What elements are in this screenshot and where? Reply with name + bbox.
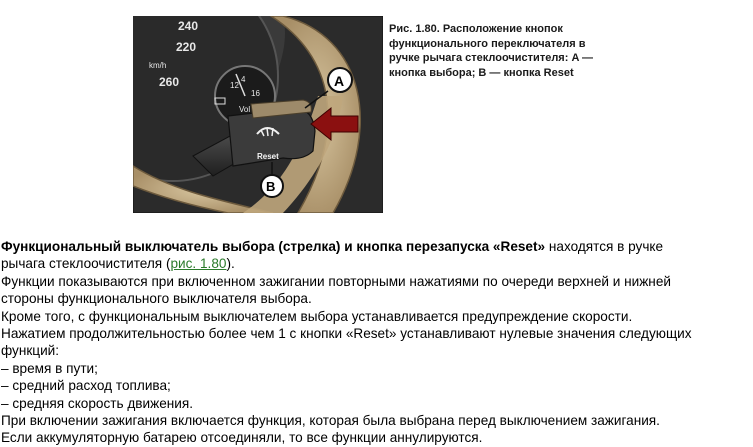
text-line: Кроме того, с функциональным выключателем выбора устанавливается предупреждение скорости. [1,308,633,324]
marker-a-label: A [334,73,345,89]
lead-rest-text: ). [226,256,235,272]
caption-line: функционального переключателя в [389,37,586,50]
gauge-label: 240 [178,19,199,33]
figure-steering-column-photo [133,16,383,213]
gauge-label: 220 [176,40,197,54]
caption-line: Рис. 1.80. Расположение кнопок [389,23,563,35]
list-item: – средняя скорость движения. [1,395,193,411]
text-line: стороны функционального выключателя выбора. [1,291,312,307]
lead-bold-text: Функциональный выключатель выбора (стрелка) и кнопка перезапуска «Reset» [1,239,546,254]
text-line: Функции показываются при включенном зажигании повторными нажатиями по очереди верхней и нижней [1,273,671,289]
lead-rest-text: находятся в ручке [545,239,664,254]
text-line: Нажатием продолжительностью более чем 1 с кнопки «Reset» устанавливают нулевые значения следующих [1,326,692,342]
text-line: При включении зажигания включается функция, которая была выбрана перед выключением зажигания. [1,413,660,429]
lead-paragraph-line-1 [1,238,751,255]
caption-line: кнопка выбора; B — кнопка Reset [389,66,574,79]
gauge-label: km/h [149,61,167,70]
reset-label: Reset [257,152,279,161]
steering-switch-illustration [133,16,383,213]
gauge-label: 4 [241,75,246,84]
article-body [1,238,751,447]
caption-line: ручке рычага стеклоочистителя: A — [389,52,594,64]
lead-paragraph-line-2 [1,255,751,272]
text-line: функций: [1,343,60,359]
lead-rest-text: рычага стеклоочистителя ( [1,256,171,272]
gauge-label: 16 [251,89,260,98]
figure-caption [389,22,629,80]
figure-link[interactable]: рис. 1.80 [170,256,227,272]
list-item: – время в пути; [1,360,98,376]
gauge-label: 260 [159,75,180,89]
gauge-label: Vol [239,105,251,114]
list-item: – средний расход топлива; [1,378,171,394]
marker-b-label: B [266,179,276,194]
gauge-label: 12 [230,81,239,90]
text-line: Если аккумуляторную батарею отсоединяли, то все функции аннулируются. [1,430,483,446]
